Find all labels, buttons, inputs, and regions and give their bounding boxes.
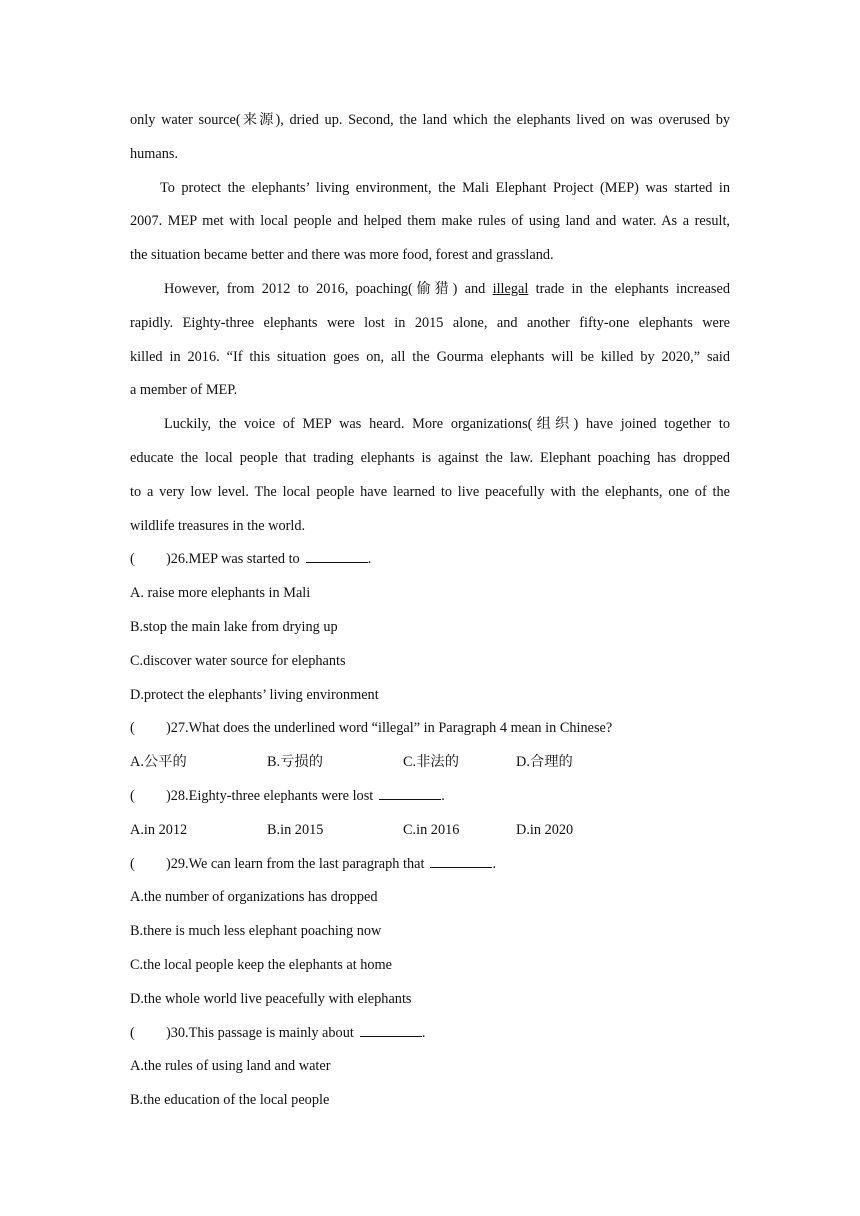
question-26-stem: )26.MEP was started to: [166, 551, 300, 568]
passage-p1-line2: humans.: [130, 145, 179, 162]
question-29: [130, 848, 730, 882]
answer-bracket[interactable]: (: [130, 551, 135, 568]
answer-bracket[interactable]: (: [130, 787, 135, 804]
answer-bracket[interactable]: (: [130, 720, 135, 737]
passage-p3-line1: [130, 273, 730, 307]
question-29-option-d[interactable]: D.the whole world live peacefully with elephants: [130, 990, 412, 1007]
passage-p3-line4: a member of MEP.: [130, 382, 238, 399]
passage-p4-line4: wildlife treasures in the world.: [130, 517, 306, 534]
question-27-option-b[interactable]: B.亏损的: [267, 754, 324, 771]
passage-p4-line3: to a very low level. The local people have learned to live peacefully with the elephants, one of the: [130, 483, 730, 500]
answer-bracket[interactable]: (: [130, 1024, 135, 1041]
passage-p4-line2: educate the local people that trading elephants is against the law. Elephant poaching has dropped: [130, 449, 730, 466]
passage-p3-line2: rapidly. Eighty-three elephants were lost in 2015 alone, and another fifty-one elephants were: [130, 314, 730, 331]
passage-p2-line1: To protect the elephants’ living environment, the Mali Elephant Project (MEP) was started in: [160, 179, 730, 196]
document-page: [130, 104, 730, 1118]
passage-p2-line3: the situation became better and there was more food, forest and grassland.: [130, 247, 554, 264]
question-27-option-a[interactable]: A.公平的: [130, 754, 187, 771]
question-29-end: .: [492, 855, 497, 872]
underlined-word-illegal: illegal: [492, 280, 529, 297]
question-29-option-c[interactable]: C.the local people keep the elephants at home: [130, 956, 393, 973]
question-26: [130, 543, 730, 577]
question-28-option-b[interactable]: B.in 2015: [267, 821, 324, 838]
question-29-stem: )29.We can learn from the last paragraph that: [166, 855, 425, 872]
question-28-option-c[interactable]: C.in 2016: [403, 821, 460, 838]
question-30: [130, 1017, 730, 1051]
question-26-option-c[interactable]: C.discover water source for elephants: [130, 652, 346, 669]
answer-blank: [306, 550, 368, 563]
question-27-options: [130, 746, 730, 780]
question-26-end: .: [367, 551, 372, 568]
question-27-option-c[interactable]: C.非法的: [403, 754, 460, 771]
passage-p4-line1: Luckily, the voice of MEP was heard. More organizations(组织) have joined together to: [164, 416, 730, 433]
question-29-option-a[interactable]: A.the number of organizations has dropped: [130, 889, 378, 906]
question-28-options: [130, 814, 730, 848]
answer-blank: [360, 1024, 422, 1037]
question-30-end: .: [421, 1024, 426, 1041]
question-30-option-a[interactable]: A.the rules of using land and water: [130, 1058, 331, 1075]
question-26-option-a[interactable]: A. raise more elephants in Mali: [130, 585, 311, 602]
question-28-option-a[interactable]: A.in 2012: [130, 821, 188, 838]
question-27: [130, 712, 730, 746]
answer-bracket[interactable]: (: [130, 855, 135, 872]
passage-p3-line3: killed in 2016. “If this situation goes on, all the Gourma elephants will be killed by 2020,” said: [130, 348, 730, 365]
question-27-stem: )27.What does the underlined word “illegal” in Paragraph 4 mean in Chinese?: [166, 720, 613, 737]
passage-p3-text-a: However, from 2012 to 2016, poaching(偷猎) and: [164, 280, 493, 297]
passage-p1-line1: only water source(来源), dried up. Second, the land which the elephants lived on was overused by: [130, 112, 730, 128]
answer-blank: [430, 855, 492, 868]
question-28-end: .: [441, 787, 445, 804]
question-30-stem: )30.This passage is mainly about: [166, 1024, 354, 1041]
question-26-option-b[interactable]: B.stop the main lake from drying up: [130, 618, 338, 635]
question-28-stem: )28.Eighty-three elephants were lost: [166, 787, 374, 804]
question-26-option-d[interactable]: D.protect the elephants’ living environment: [130, 686, 379, 703]
question-30-option-b[interactable]: B.the education of the local people: [130, 1092, 330, 1109]
question-28-option-d[interactable]: D.in 2020: [516, 821, 574, 838]
answer-blank: [379, 787, 441, 800]
passage-p3-text-b: trade in the elephants increased: [528, 280, 730, 297]
question-27-option-d[interactable]: D.合理的: [516, 754, 573, 771]
question-29-option-b[interactable]: B.there is much less elephant poaching now: [130, 923, 382, 940]
question-28: [130, 780, 730, 814]
passage-p2-line2: 2007. MEP met with local people and helped them make rules of using land and water. As a result,: [130, 213, 730, 230]
